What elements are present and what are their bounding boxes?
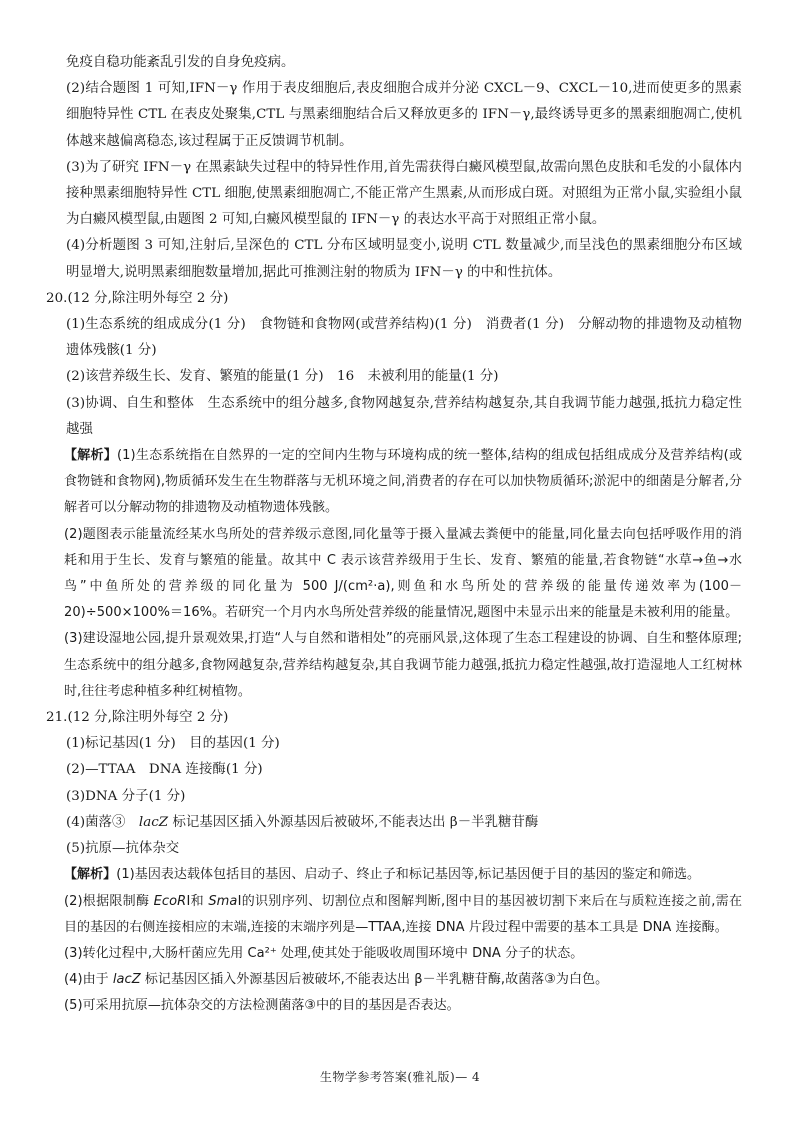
q21-answer5: (5)抗原—抗体杂交 xyxy=(66,841,180,857)
q20-analysis-label: 【解析】 xyxy=(64,448,118,464)
q21-answer4-suffix: 标记基因区插入外源基因后被破坏,不能表达出 β－半乳糖苷酶 xyxy=(168,814,539,830)
page-content xyxy=(46,50,743,1020)
q21-answer4 xyxy=(64,810,742,836)
q20-answer1: (1)生态系统的组成成分(1 分) 食物链和食物网(或营养结构)(1 分) 消费者(1 分) 分解动物的排遗物及动植物遗体残骸(1 分) xyxy=(66,317,742,359)
q21-answer2: (2)—TTAA DNA 连接酶(1 分) xyxy=(66,762,263,778)
q21-analysis2-enzyme2: Sma xyxy=(208,893,238,909)
q20-analysis2: (2)题图表示能量流经某水鸟所处的营养级示意图,同化量等于摄入量减去粪便中的能量,同化量去向包括呼吸作用的消耗和用于生长、发育与繁殖的能量。故其中 C 表示该营养级用于生长、发育、繁殖的能量,若食物链“水草→鱼→水鸟”中鱼所处的营养级的同化量为 500 J/(cm²·a),则鱼和水鸟所处的营养级的能量传递效率为(100－20)÷500×100%＝16%。若研究一个月内水鸟所处营养级的能量情况,题图中未显示出来的能量是未被利用的能量。 xyxy=(64,526,742,621)
q20-analysis3: (3)建设湿地公园,提升景观效果,打造“人与自然和谐相处”的亮丽风景,这体现了生态工程建设的协调、自生和整体原理;生态系统中的组分越多,食物网越复杂,营养结构越复杂,其自我调节能力越强,抵抗力稳定性越强,故打造湿地人工红树林时,往往考虑种植多种红树植物。 xyxy=(64,631,742,699)
q21-analysis2 xyxy=(64,889,742,941)
q21-answer3: (3)DNA 分子(1 分) xyxy=(66,788,186,804)
q21-answer1: (1)标记基因(1 分) 目的基因(1 分) xyxy=(66,736,280,752)
q21-heading: 21.(12 分,除注明外每空 2 分) xyxy=(46,710,229,726)
page-footer: 生物学参考答案(雅礼版)— 4 xyxy=(319,1070,481,1084)
q21-analysis5: (5)可采用抗原—抗体杂交的方法检测菌落③中的目的基因是否表达。 xyxy=(64,998,460,1014)
q20-analysis1 xyxy=(64,443,742,522)
q21-answer4-prefix: (4)菌落③ xyxy=(66,814,139,830)
q20-answer3: (3)协调、自生和整体 生态系统中的组分越多,食物网越复杂,营养结构越复杂,其自我调节能力越强,抵抗力稳定性越强 xyxy=(66,395,742,437)
q20-heading: 20.(12 分,除注明外每空 2 分) xyxy=(46,290,229,306)
q21-analysis1-text: (1)基因表达载体包括目的基因、启动子、终止子和标记基因等,标记基因便于目的基因的鉴定和筛选。 xyxy=(116,867,701,883)
q21-analysis4-gene: lacZ xyxy=(112,972,141,988)
q21-analysis2-suffix: Ⅰ的识别序列、切割位点和图解判断,图中目的基因被切割下来后在与质粒连接之前,需在目的基因的右侧连接相应的末端,连接的末端序列是—TTAA,连接 DNA 片段过程中需要的基本工具是 DNA 连接酶。 xyxy=(64,893,742,935)
q21-analysis2-enzyme1: EcoR xyxy=(153,893,187,909)
q19-part3: (3)为了研究 IFN－γ 在黑素缺失过程中的特异性作用,首先需获得白癜风模型鼠,故需向黑色皮肤和毛发的小鼠体内接种黑素细胞特异性 CTL 细胞,使黑素细胞凋亡,不能正常产生黑素,从而形成白斑。对照组为正常小鼠,实验组小鼠为白癜风模型鼠,由题图 2 可知,白癜风模型鼠的 IFN－γ 的表达水平高于对照组正常小鼠。 xyxy=(66,159,742,228)
q21-analysis2-prefix: (2)根据限制酶 xyxy=(64,893,154,909)
q21-analysis2-mid: Ⅰ和 xyxy=(186,893,209,909)
q21-analysis3: (3)转化过程中,大肠杆菌应先用 Ca²⁺ 处理,使其处于能吸收周围环境中 DNA 分子的状态。 xyxy=(64,945,584,961)
q21-analysis-label: 【解析】 xyxy=(64,867,117,883)
q21-analysis4 xyxy=(64,967,742,993)
q19-part2: (2)结合题图 1 可知,IFN－γ 作用于表皮细胞后,表皮细胞合成并分泌 CXCL－9、CXCL－10,进而使更多的黑素细胞特异性 CTL 在表皮处聚集,CTL 与黑素细胞结合后又释放更多的 IFN－γ,最终诱导更多的黑素细胞凋亡,使机体越来越偏离稳态,该过程属于正反馈调节机制。 xyxy=(66,81,742,149)
q20-analysis1-text: (1)生态系统指在自然界的一定的空间内生物与环境构成的统一整体,结构的组成包括组成成分及营养结构(或食物链和食物网),物质循环发生在生物群落与无机环境之间,消费者的存在可以加快物质循环;淤泥中的细菌是分解者,分解者可以分解动物的排遗物及动植物遗体残骸。 xyxy=(64,448,743,516)
q21-analysis1 xyxy=(64,862,742,888)
q19-part4: (4)分析题图 3 可知,注射后,呈深色的 CTL 分布区域明显变小,说明 CTL 数量减少,而呈浅色的黑素细胞分布区域明显增大,说明黑素细胞数量增加,据此可推测注射的物质为 IFN－γ 的中和性抗体。 xyxy=(66,238,742,280)
q21-analysis4-prefix: (4)由于 xyxy=(64,972,113,988)
q21-answer4-gene: lacZ xyxy=(138,814,169,830)
q19-line1: 免疫自稳功能紊乱引发的自身免疫病。 xyxy=(66,55,295,70)
q20-answer2: (2)该营养级生长、发育、繁殖的能量(1 分) 16 未被利用的能量(1 分) xyxy=(66,369,499,385)
q21-analysis4-suffix: 标记基因区插入外源基因后被破坏,不能表达出 β－半乳糖苷酶,故菌落③为白色。 xyxy=(140,972,609,988)
